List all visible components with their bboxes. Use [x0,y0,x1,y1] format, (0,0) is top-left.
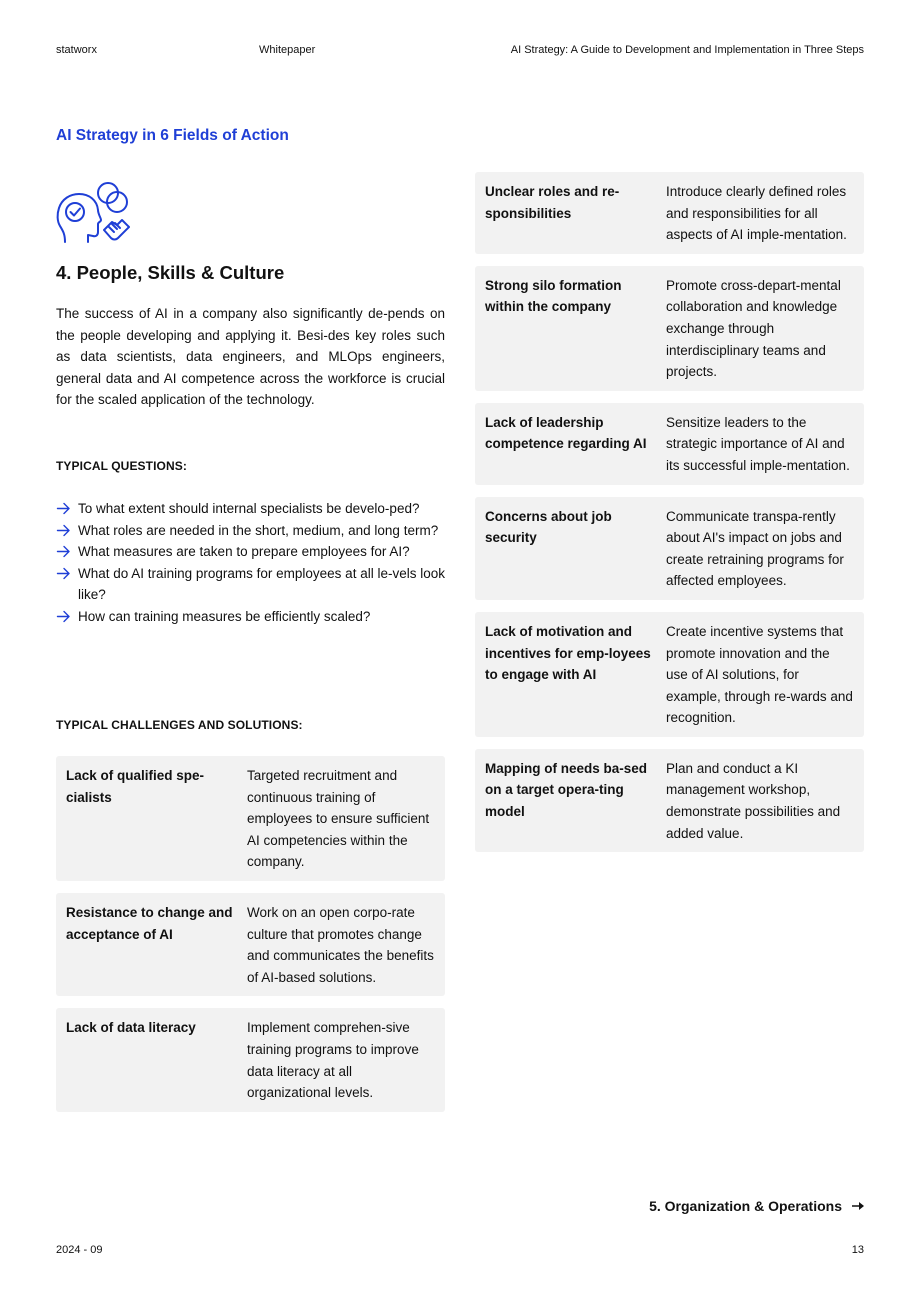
solution-text: Targeted recruitment and continuous training of employees to ensure sufficient AI competencies within the company. [247,768,430,870]
challenge-card [475,172,864,254]
header-brand: statworx [56,44,97,56]
arrow-right-icon [852,1201,864,1211]
questions-list [56,498,445,628]
question-item [56,606,445,628]
question-item [56,498,445,520]
people-skills-culture-icon [56,180,132,248]
footer-date: 2024 - 09 [56,1244,103,1256]
solution-text: Promote cross-depart-mental collaboration and knowledge exchange through interdisciplinary teams and projects. [666,277,841,380]
header-doc-type: Whitepaper [259,44,316,56]
arrow-right-icon [56,609,71,624]
arrow-right-icon [56,501,71,516]
question-text: To what extent should internal specialists be develo-ped? [78,501,420,516]
question-text: What do AI training programs for employees at all le-vels look like? [78,565,445,603]
header-doc-title: AI Strategy: A Guide to Development and Implementation in Three Steps [510,44,864,56]
solution-text: Communicate transpa-rently about AI's impact on jobs and create retraining programs for affected employees. [666,508,844,589]
challenge-text: Concerns about job security [485,508,612,546]
challenges-heading: TYPICAL CHALLENGES AND SOLUTIONS: [56,718,303,732]
question-item [56,520,445,542]
challenge-text: Strong silo formation within the company [485,277,622,315]
solution-text: Work on an open corpo-rate culture that promotes change and communicates the benefits of AI-based solutions. [247,904,434,985]
question-text: How can training measures be efficiently scaled? [78,608,371,624]
challenge-card [475,612,864,737]
arrow-right-icon [56,523,71,538]
challenge-text: Resistance to change and acceptance of AI [66,904,233,942]
question-item [56,541,445,563]
chapter-title: 4. People, Skills & Culture [56,262,285,283]
challenge-text: Lack of qualified spe-cialists [66,768,205,805]
challenge-card [475,749,864,852]
solution-text: Introduce clearly defined roles and responsibilities for all aspects of AI imple-mentation. [666,184,847,243]
challenge-text: Mapping of needs ba-sed on a target opera-ting model [485,760,648,820]
question-text: What roles are needed in the short, medium, and long term? [78,522,439,538]
arrow-right-icon [56,544,71,559]
next-chapter-link[interactable] [649,1198,864,1214]
challenge-card [56,1008,445,1111]
question-item [56,563,445,606]
question-text: What measures are taken to prepare employees for AI? [78,544,410,560]
challenge-text: Lack of motivation and incentives for emp-loyees to engage with AI [485,623,651,683]
challenge-card [475,266,864,391]
challenge-text: Unclear roles and re-sponsibilities [485,184,620,221]
arrow-right-icon [56,566,71,581]
solution-text: Sensitize leaders to the strategic importance of AI and its successful imple-mentation. [666,414,850,473]
next-chapter-label: 5. Organization & Operations [649,1198,842,1214]
challenge-card [475,497,864,600]
questions-heading: TYPICAL QUESTIONS: [56,459,187,473]
section-label: AI Strategy in 6 Fields of Action [56,127,289,144]
challenge-text: Lack of data literacy [66,1020,196,1036]
challenges-right-column [475,172,864,864]
challenges-left-column [56,756,445,1124]
page-number: 13 [851,1244,864,1256]
challenge-card [475,403,864,485]
solution-text: Plan and conduct a KI management workshop, demonstrate possibilities and added value. [666,760,841,841]
challenge-text: Lack of leadership competence regarding AI [485,414,647,452]
intro-paragraph: The success of AI in a company also significantly de-pends on the people developing and applying it. Besi-des key roles such as data scientists, data engineers, and MLOps engineers, general data and AI competence across the workforce is crucial for the scaled application of the technology. [56,306,445,408]
challenge-card [56,756,445,881]
solution-text: Create incentive systems that promote innovation and the use of AI solutions, for example, through re-wards and recognition. [666,623,853,726]
challenge-card [56,893,445,996]
solution-text: Implement comprehen-sive training programs to improve data literacy at all organizational levels. [247,1020,419,1101]
